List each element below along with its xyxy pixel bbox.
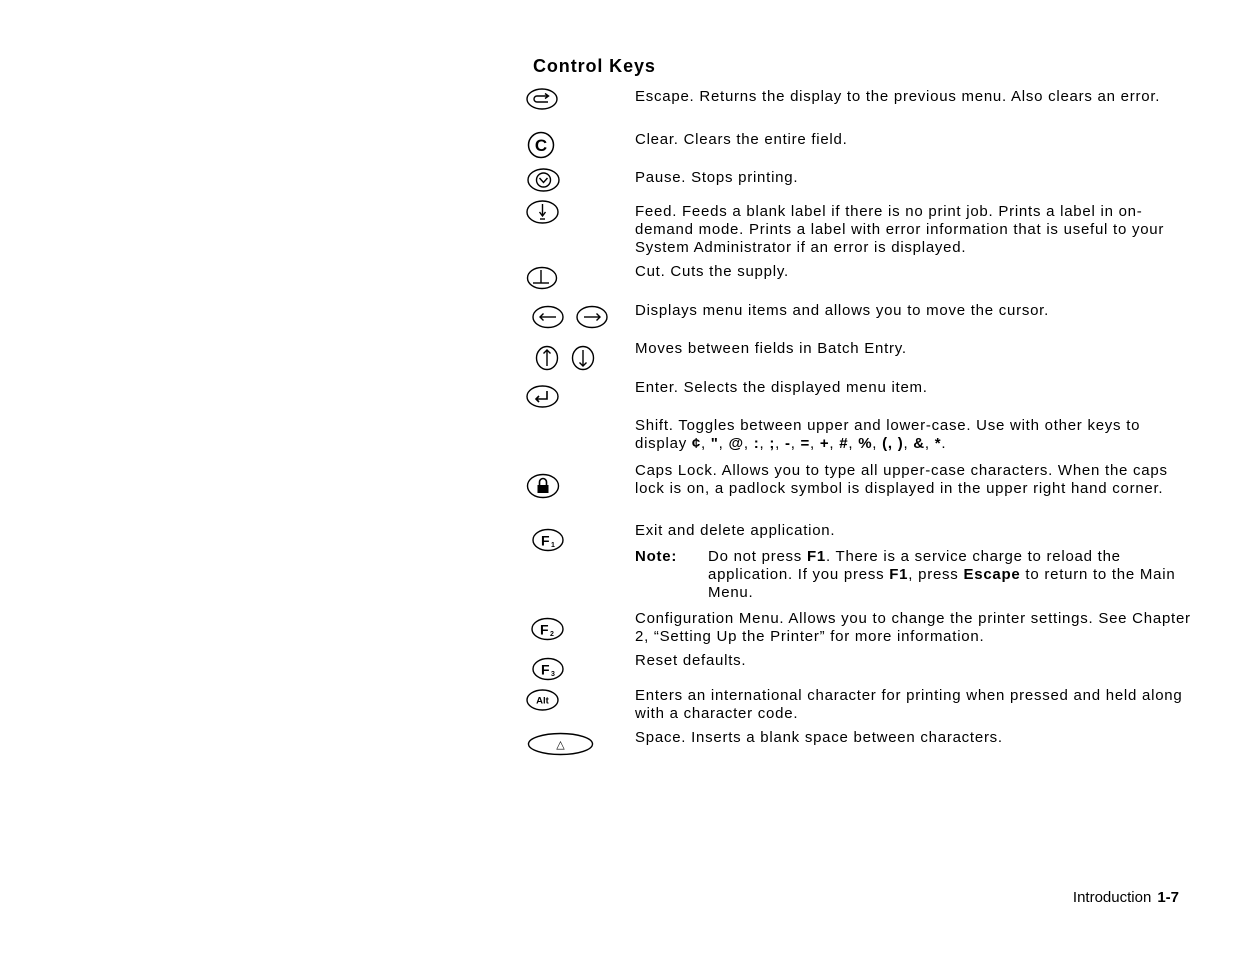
f1-key-label: F <box>541 532 550 549</box>
shift-symbol: " <box>710 435 719 452</box>
shift-symbol: * <box>934 435 942 452</box>
footer-section: Introduction <box>1072 889 1152 906</box>
clear-key-description: Clear. Clears the entire field. <box>635 131 848 148</box>
shift-symbol: @ <box>728 435 744 452</box>
alt-key-icon <box>526 689 559 711</box>
feed-key-description: Feed. Feeds a blank label if there is no print job. Prints a label in on-demand mode. Prints a label with error information that is useful to your System Administrator if an error is displayed. <box>635 203 1165 256</box>
escape-key-icon <box>526 88 558 110</box>
f2-key-description: Configuration Menu. Allows you to change the printer settings. See Chapter 2, “Setting Up the Printer” for more information. <box>635 610 1191 645</box>
left-right-arrow-keys-icon <box>532 305 608 329</box>
shift-symbol: ¢ <box>691 435 701 452</box>
f1-key-icon <box>532 528 564 552</box>
enter-key-icon <box>526 385 559 408</box>
shift-symbol: & <box>913 435 925 452</box>
shift-symbol: ; <box>769 435 776 452</box>
shift-symbol: - <box>784 435 791 452</box>
note-text: Do not press F1. There is a service charge to reload the application. If you press F1, press Escape to return to the Main Menu. <box>708 548 1176 601</box>
note-emphasis: F1 <box>806 548 826 565</box>
alt-key-label: Alt <box>536 695 549 707</box>
shift-symbol: # <box>839 435 849 452</box>
pause-key-icon <box>527 168 560 192</box>
f3-key-icon <box>532 657 564 681</box>
f3-key-sub: 3 <box>551 671 555 678</box>
note-emphasis: F1 <box>889 566 909 583</box>
f2-key-label: F <box>540 621 549 638</box>
shift-symbol: (, ) <box>882 435 904 452</box>
arrow-keys-lr-description: Displays menu items and allows you to move the cursor. <box>635 302 1049 319</box>
arrow-keys-ud-description: Moves between fields in Batch Entry. <box>635 340 907 357</box>
f1-key-description: Exit and delete application. <box>635 522 836 539</box>
svg-text:C: C <box>534 136 548 155</box>
cut-key-description: Cut. Cuts the supply. <box>635 263 789 280</box>
shift-symbol: : <box>753 435 760 452</box>
note-emphasis: Escape <box>963 566 1021 583</box>
caps-lock-key-description: Caps Lock. Allows you to type all upper-case characters. When the caps lock is on, a padlock symbol is displayed in the upper right hand corner. <box>635 462 1168 497</box>
clear-key-icon <box>527 131 555 159</box>
page-footer <box>1073 889 1179 906</box>
cut-key-icon <box>526 266 558 290</box>
pause-key-description: Pause. Stops printing. <box>635 169 799 186</box>
f1-key-sub: 1 <box>551 542 555 549</box>
f2-key-sub: 2 <box>550 631 554 638</box>
alt-key-description: Enters an international character for printing when pressed and held along with a character code. <box>635 687 1183 722</box>
shift-symbol: % <box>858 435 873 452</box>
feed-key-icon <box>526 200 559 224</box>
escape-key-description: Escape. Returns the display to the previous menu. Also clears an error. <box>635 88 1161 105</box>
f3-key-label: F <box>541 661 550 678</box>
f3-key-description: Reset defaults. <box>635 652 747 669</box>
space-key-icon <box>527 732 594 756</box>
caps-lock-key-icon <box>526 473 560 499</box>
shift-symbol: = <box>800 435 811 452</box>
f2-key-icon <box>531 617 564 641</box>
space-key-label: △ <box>556 738 565 751</box>
page-title: Control Keys <box>533 56 656 76</box>
space-key-description: Space. Inserts a blank space between characters. <box>635 729 1003 746</box>
enter-key-description: Enter. Selects the displayed menu item. <box>635 379 928 396</box>
up-down-arrow-keys-icon <box>535 345 597 371</box>
note-label: Note: <box>635 548 678 565</box>
footer-page-number: 1-7 <box>1157 889 1179 906</box>
shift-symbol: + <box>819 435 830 452</box>
shift-key-description: Shift. Toggles between upper and lower-case. Use with other keys to display ¢, ", @, :, ;, -, =, +, #, %, (, ), &, *. <box>635 417 1141 452</box>
